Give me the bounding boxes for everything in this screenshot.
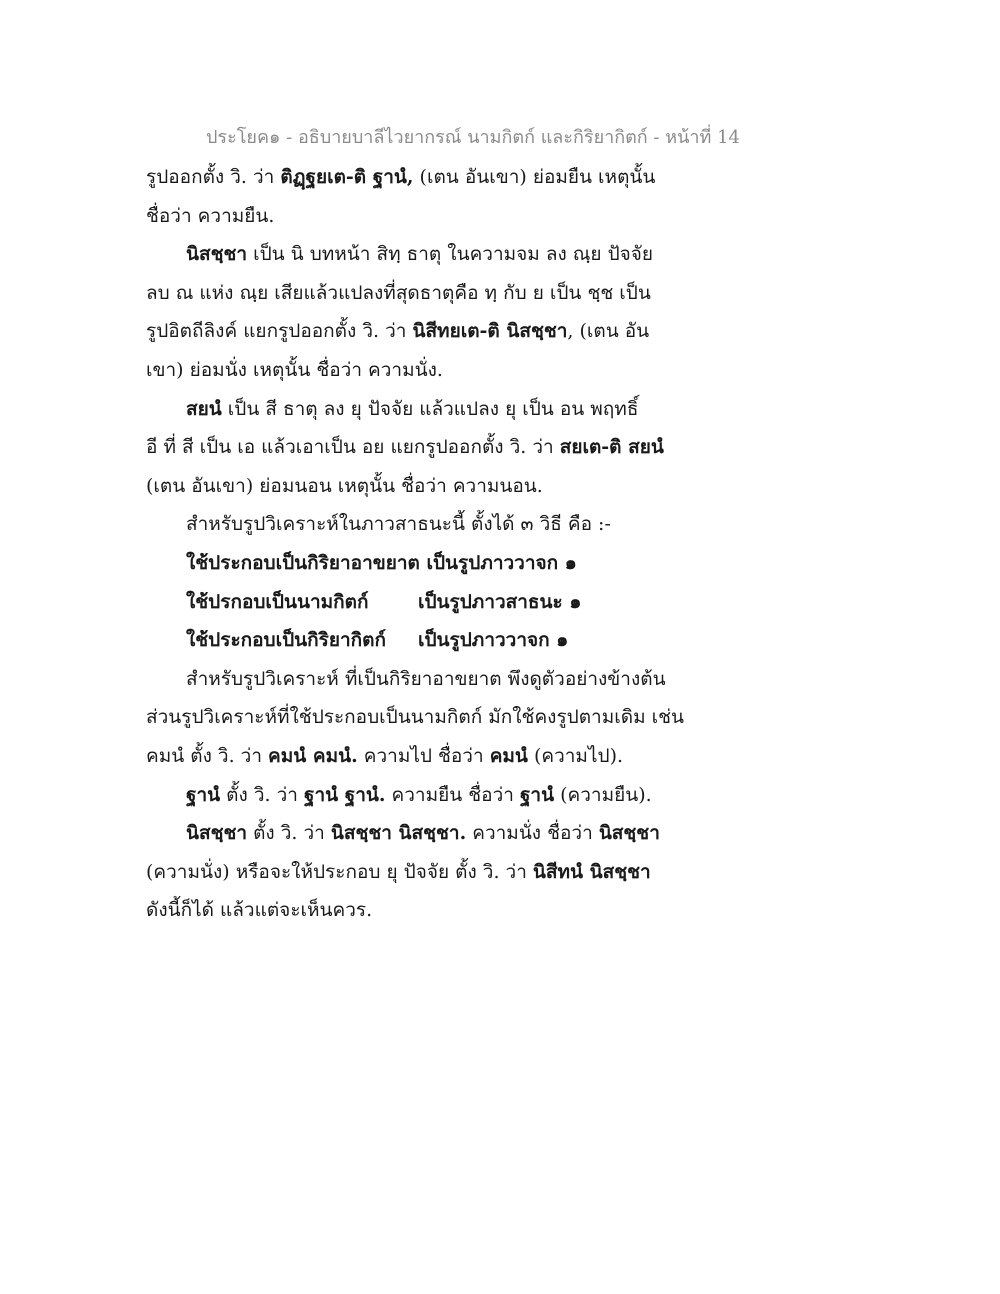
body-text: [146, 158, 706, 930]
text-line: สำหรับรูปวิเคราะห์ ที่เป็นกิริยาอาขยาต พึงดูตัวอย่างข้างต้น: [186, 667, 666, 690]
term-bold: ติฏฺฐยเต-ติ ฐานํ,: [280, 166, 414, 188]
text-line: สำหรับรูปวิเคราะห์ในภาวสาธนะนี้ ตั้งได้ ๓ วิธี คือ :-: [186, 513, 611, 536]
method-right: เป็นรูปภาววาจก ๑: [418, 629, 569, 652]
text-line: ชื่อว่า ความยืน.: [146, 204, 275, 227]
term-bold: คมนํ คมนํ.: [268, 744, 358, 767]
term-bold: ฐานํ ฐานํ.: [303, 783, 386, 806]
term-bold: นิสีทยเต-ติ นิสชฺชา: [412, 320, 568, 343]
term-bold: นิสีทนํ นิสชฺชา: [532, 860, 651, 883]
term-bold: ฐานํ: [186, 783, 221, 806]
term-bold: สยนํ: [186, 397, 222, 420]
term-bold: นิสชฺชา: [598, 822, 660, 845]
term-bold: นิสชฺชา: [186, 822, 248, 845]
running-header: ประโยค๑ - อธิบายบาลีไวยากรณ์ นามกิตก์ และกิริยากิตก์ - หน้าที่ 14: [206, 127, 740, 148]
text-line: รูปออกตั้ง วิ. ว่า ติฏฺฐยเต-ติ ฐานํ, (เตน อันเขา) ย่อมยืน เหตุนั้น: [146, 166, 656, 188]
text-line: ส่วนรูปวิเคราะห์ที่ใช้ประกอบเป็นนามกิตก์ มักใช้คงรูปตามเดิม เช่น: [146, 706, 685, 729]
text-line: (เตน อันเขา) ย่อมนอน เหตุนั้น ชื่อว่า ความนอน.: [146, 474, 543, 497]
method-left: ใช้ประกอบเป็นกิริยากิตก์: [186, 629, 387, 652]
text-line: อี ที่ สี เป็น เอ แล้วเอาเป็น อย แยกรูปออกตั้ง วิ. ว่า สยเต-ติ สยนํ: [146, 436, 664, 459]
text-line: (ความนั่ง) หรือจะให้ประกอบ ยุ ปัจจัย ตั้ง วิ. ว่า นิสีทนํ นิสชฺชา: [146, 860, 651, 883]
method-right: เป็นรูปภาววาจก ๑: [419, 551, 577, 574]
text-line: ลบ ณ แห่ง ณฺย เสียแล้วแปลงที่สุดธาตุคือ ทฺ กับ ย เป็น ชฺช เป็น: [146, 281, 651, 304]
term-bold: ฐานํ: [519, 783, 555, 806]
text-line: เขา) ย่อมนั่ง เหตุนั้น ชื่อว่า ความนั่ง.: [146, 358, 443, 381]
text-line: คมนํ ตั้ง วิ. ว่า คมนํ คมนํ. ความไป ชื่อว่า คมนํ (ความไป).: [146, 744, 624, 767]
text-line: นิสชฺชา เป็น นิ บทหน้า สิทฺ ธาตุ ในความจม ลง ณฺย ปัจจัย: [186, 243, 654, 266]
method-line: [146, 583, 706, 622]
term-bold: คมนํ: [489, 744, 528, 767]
text-line: ดังนี้ก็ได้ แล้วแต่จะเห็นควร.: [146, 899, 373, 922]
text-line: รูปอิตถีลิงค์ แยกรูปออกตั้ง วิ. ว่า นิสีทยเต-ติ นิสชฺชา, (เตน อัน: [146, 320, 650, 343]
text-line: ฐานํ ตั้ง วิ. ว่า ฐานํ ฐานํ. ความยืน ชื่อว่า ฐานํ (ความยืน).: [186, 783, 652, 806]
method-right: เป็นรูปภาวสาธนะ ๑: [418, 590, 582, 613]
text-line: นิสชฺชา ตั้ง วิ. ว่า นิสชฺชา นิสชฺชา. ความนั่ง ชื่อว่า นิสชฺชา: [186, 822, 660, 845]
method-line: [146, 544, 706, 583]
term-bold: สยเต-ติ สยนํ: [559, 436, 664, 459]
text-line: สยนํ เป็น สี ธาตุ ลง ยุ ปัจจัย แล้วแปลง ยุ เป็น อน พฤทธิ์: [186, 397, 639, 420]
method-left: ใช้ประกอบเป็นกิริยาอาขยาต: [186, 551, 420, 574]
term-bold: นิสชฺชา: [186, 243, 248, 266]
method-left: ใช้ปรกอบเป็นนามกิตก์: [186, 590, 369, 613]
term-bold: นิสชฺชา นิสชฺชา.: [330, 822, 467, 845]
method-line: [146, 621, 706, 660]
